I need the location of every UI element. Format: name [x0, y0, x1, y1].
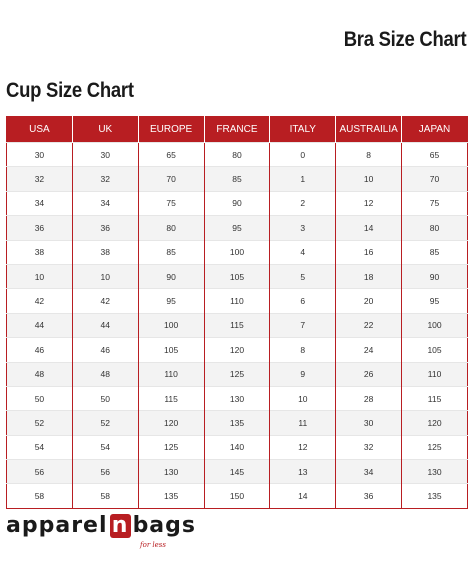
table-cell: 30	[72, 143, 138, 167]
table-cell: 26	[336, 362, 402, 386]
table-cell: 32	[7, 167, 73, 191]
table-cell: 44	[7, 313, 73, 337]
column-header: ITALY	[270, 117, 336, 143]
table-cell: 34	[7, 191, 73, 215]
table-cell: 125	[402, 435, 468, 459]
table-cell: 75	[402, 191, 468, 215]
table-cell: 120	[402, 411, 468, 435]
table-row	[7, 264, 468, 288]
table-row	[7, 143, 468, 167]
table-cell: 110	[138, 362, 204, 386]
table-cell: 36	[72, 216, 138, 240]
table-cell: 85	[204, 167, 270, 191]
table-cell: 130	[402, 460, 468, 484]
table-cell: 140	[204, 435, 270, 459]
table-cell: 65	[402, 143, 468, 167]
column-header: JAPAN	[402, 117, 468, 143]
table-cell: 80	[402, 216, 468, 240]
table-cell: 145	[204, 460, 270, 484]
table-cell: 100	[204, 240, 270, 264]
table-cell: 90	[204, 191, 270, 215]
table-cell: 18	[336, 264, 402, 288]
table-cell: 38	[72, 240, 138, 264]
table-row	[7, 289, 468, 313]
table-cell: 13	[270, 460, 336, 484]
table-cell: 10	[336, 167, 402, 191]
table-cell: 12	[270, 435, 336, 459]
table-cell: 54	[7, 435, 73, 459]
column-header: UK	[72, 117, 138, 143]
table-cell: 150	[204, 484, 270, 508]
table-cell: 46	[72, 338, 138, 362]
table-header	[7, 117, 468, 143]
table-cell: 4	[270, 240, 336, 264]
table-cell: 46	[7, 338, 73, 362]
table-cell: 70	[402, 167, 468, 191]
table-cell: 135	[204, 411, 270, 435]
table-cell: 30	[336, 411, 402, 435]
table-cell: 32	[72, 167, 138, 191]
table-cell: 42	[72, 289, 138, 313]
column-header: EUROPE	[138, 117, 204, 143]
table-cell: 34	[72, 191, 138, 215]
table-cell: 90	[138, 264, 204, 288]
table-cell: 14	[336, 216, 402, 240]
table-cell: 20	[336, 289, 402, 313]
table-row	[7, 167, 468, 191]
table-cell: 105	[402, 338, 468, 362]
table-body	[7, 143, 468, 509]
table-cell: 95	[204, 216, 270, 240]
table-cell: 8	[336, 143, 402, 167]
table-cell: 80	[204, 143, 270, 167]
table-cell: 105	[204, 264, 270, 288]
table-row	[7, 484, 468, 508]
table-cell: 1	[270, 167, 336, 191]
table-cell: 120	[204, 338, 270, 362]
table-cell: 28	[336, 386, 402, 410]
table-row	[7, 216, 468, 240]
table-cell: 48	[72, 362, 138, 386]
logo-text-apparel: apparel	[6, 513, 108, 538]
table-cell: 5	[270, 264, 336, 288]
table-cell: 36	[336, 484, 402, 508]
table-row	[7, 240, 468, 264]
table-row	[7, 362, 468, 386]
table-cell: 50	[7, 386, 73, 410]
table-cell: 16	[336, 240, 402, 264]
table-cell: 9	[270, 362, 336, 386]
table-cell: 32	[336, 435, 402, 459]
table-cell: 115	[402, 386, 468, 410]
table-cell: 100	[402, 313, 468, 337]
table-cell: 52	[72, 411, 138, 435]
section-title: Cup Size Chart	[6, 79, 134, 102]
table-cell: 42	[7, 289, 73, 313]
logo-n-badge: n	[110, 514, 131, 538]
table-cell: 36	[7, 216, 73, 240]
logo-text-bags: bags	[132, 513, 196, 538]
table-row	[7, 313, 468, 337]
table-cell: 22	[336, 313, 402, 337]
table-cell: 135	[138, 484, 204, 508]
table-cell: 2	[270, 191, 336, 215]
table-row	[7, 338, 468, 362]
table-row	[7, 435, 468, 459]
table-cell: 0	[270, 143, 336, 167]
brand-logo	[6, 513, 196, 557]
table-cell: 130	[138, 460, 204, 484]
table-cell: 3	[270, 216, 336, 240]
table-cell: 52	[7, 411, 73, 435]
table-cell: 11	[270, 411, 336, 435]
table-cell: 115	[138, 386, 204, 410]
table-cell: 110	[402, 362, 468, 386]
table-cell: 105	[138, 338, 204, 362]
table-cell: 125	[204, 362, 270, 386]
table-cell: 115	[204, 313, 270, 337]
table-cell: 10	[72, 264, 138, 288]
table-cell: 6	[270, 289, 336, 313]
table-row	[7, 460, 468, 484]
table-cell: 54	[72, 435, 138, 459]
table-cell: 10	[270, 386, 336, 410]
table-cell: 90	[402, 264, 468, 288]
table-cell: 24	[336, 338, 402, 362]
table-cell: 38	[7, 240, 73, 264]
table-cell: 125	[138, 435, 204, 459]
column-header: FRANCE	[204, 117, 270, 143]
table-row	[7, 411, 468, 435]
table-cell: 85	[138, 240, 204, 264]
table-row	[7, 191, 468, 215]
cup-size-table	[6, 116, 468, 509]
table-cell: 95	[138, 289, 204, 313]
table-cell: 135	[402, 484, 468, 508]
table-cell: 58	[72, 484, 138, 508]
page-title: Bra Size Chart	[343, 28, 466, 51]
header-row	[7, 117, 468, 143]
table-cell: 10	[7, 264, 73, 288]
logo-wordmark	[6, 513, 196, 539]
table-cell: 85	[402, 240, 468, 264]
table-cell: 7	[270, 313, 336, 337]
column-header: AUSTRAILIA	[336, 117, 402, 143]
table-cell: 110	[204, 289, 270, 313]
table-cell: 75	[138, 191, 204, 215]
table-cell: 48	[7, 362, 73, 386]
table-cell: 34	[336, 460, 402, 484]
table-cell: 12	[336, 191, 402, 215]
table-cell: 70	[138, 167, 204, 191]
table-cell: 130	[204, 386, 270, 410]
table-cell: 8	[270, 338, 336, 362]
table-cell: 56	[72, 460, 138, 484]
table-cell: 56	[7, 460, 73, 484]
table-cell: 80	[138, 216, 204, 240]
table-cell: 100	[138, 313, 204, 337]
table-cell: 44	[72, 313, 138, 337]
table-cell: 120	[138, 411, 204, 435]
table-row	[7, 386, 468, 410]
table-cell: 30	[7, 143, 73, 167]
table-cell: 14	[270, 484, 336, 508]
table-cell: 58	[7, 484, 73, 508]
table-cell: 50	[72, 386, 138, 410]
table-cell: 95	[402, 289, 468, 313]
column-header: USA	[7, 117, 73, 143]
table-cell: 65	[138, 143, 204, 167]
logo-tagline: for less	[140, 541, 166, 549]
